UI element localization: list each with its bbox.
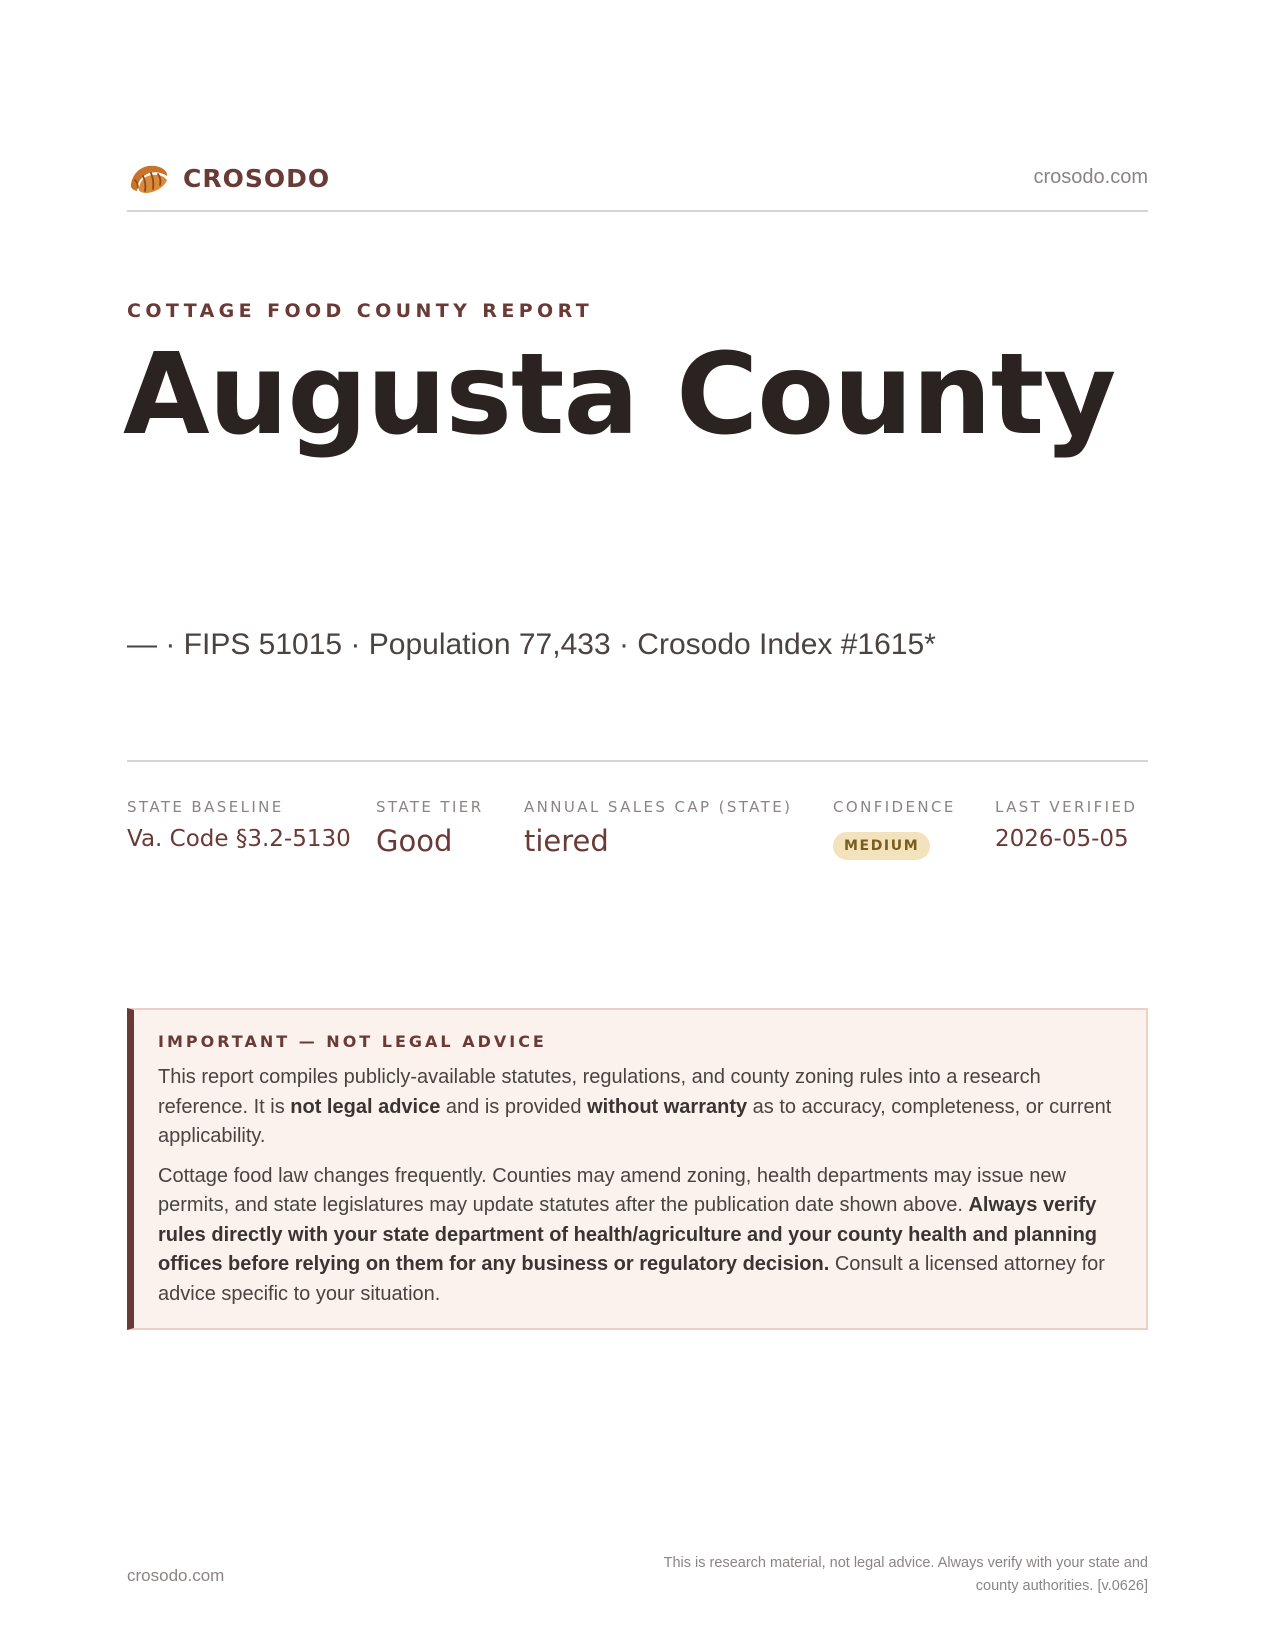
footer-site-url[interactable]: crosodo.com (127, 1566, 225, 1585)
stat-value: tiered (524, 824, 609, 858)
legal-notice (127, 1008, 1148, 1330)
stat-state-tier (376, 798, 484, 858)
stat-value: Good (376, 824, 453, 858)
stat-annual-sales-cap (524, 798, 792, 858)
notice-emphasis: Always verify rules directly with your state department of health/agriculture and your county health and planning offices before relying on them for any business or regulatory decision. (158, 1194, 1098, 1275)
stat-label: CONFIDENCE (833, 798, 956, 816)
notice-emphasis: not legal advice (290, 1095, 441, 1118)
notice-paragraph (158, 1063, 1120, 1152)
stat-state-baseline (127, 798, 351, 852)
page-header (127, 158, 1148, 212)
report-eyebrow: COTTAGE FOOD COUNTY REPORT (127, 300, 594, 322)
site-url-link[interactable]: crosodo.com (1033, 166, 1148, 188)
stat-label: STATE BASELINE (127, 798, 284, 816)
notice-text: Cottage food law changes frequently. Counties may amend zoning, health departments may issue new permits, and state legislatures may update statutes after the publication date shown above. (158, 1164, 1066, 1216)
brand-name: CROSODO (183, 163, 331, 193)
footer-disclaimer: This is research material, not legal advice. Always verify with your state and county authorities. [v.0626] (663, 1555, 1148, 1594)
croissant-icon (127, 158, 171, 198)
stat-value: 2026-05-05 (995, 826, 1129, 852)
notice-text: Consult a licensed attorney for advice specific to your situation. (158, 1253, 1105, 1305)
county-meta-line: — · FIPS 51015 · Population 77,433 · Crosodo Index #1615* (127, 628, 936, 661)
stat-label: LAST VERIFIED (995, 798, 1138, 816)
report-page (123, 0, 1148, 1650)
notice-heading: IMPORTANT — NOT LEGAL ADVICE (158, 1032, 547, 1051)
notice-text: This report compiles publicly-available statutes, regulations, and county zoning rules into a research reference. It is (158, 1066, 1041, 1118)
page-title: Augusta County (123, 330, 1116, 460)
stat-last-verified (995, 798, 1137, 852)
brand[interactable] (127, 158, 330, 198)
confidence-badge: MEDIUM (833, 832, 930, 860)
notice-emphasis: without warranty (587, 1095, 748, 1118)
stat-label: STATE TIER (376, 798, 484, 816)
notice-paragraph (158, 1162, 1120, 1310)
stat-confidence (833, 798, 956, 860)
notice-text: and is provided (440, 1095, 588, 1118)
stats-divider (127, 760, 1148, 762)
stat-value: Va. Code §3.2-5130 (127, 826, 351, 852)
stat-label: ANNUAL SALES CAP (STATE) (524, 798, 793, 816)
notice-text: as to accuracy, completeness, or current applicability. (158, 1095, 1112, 1147)
